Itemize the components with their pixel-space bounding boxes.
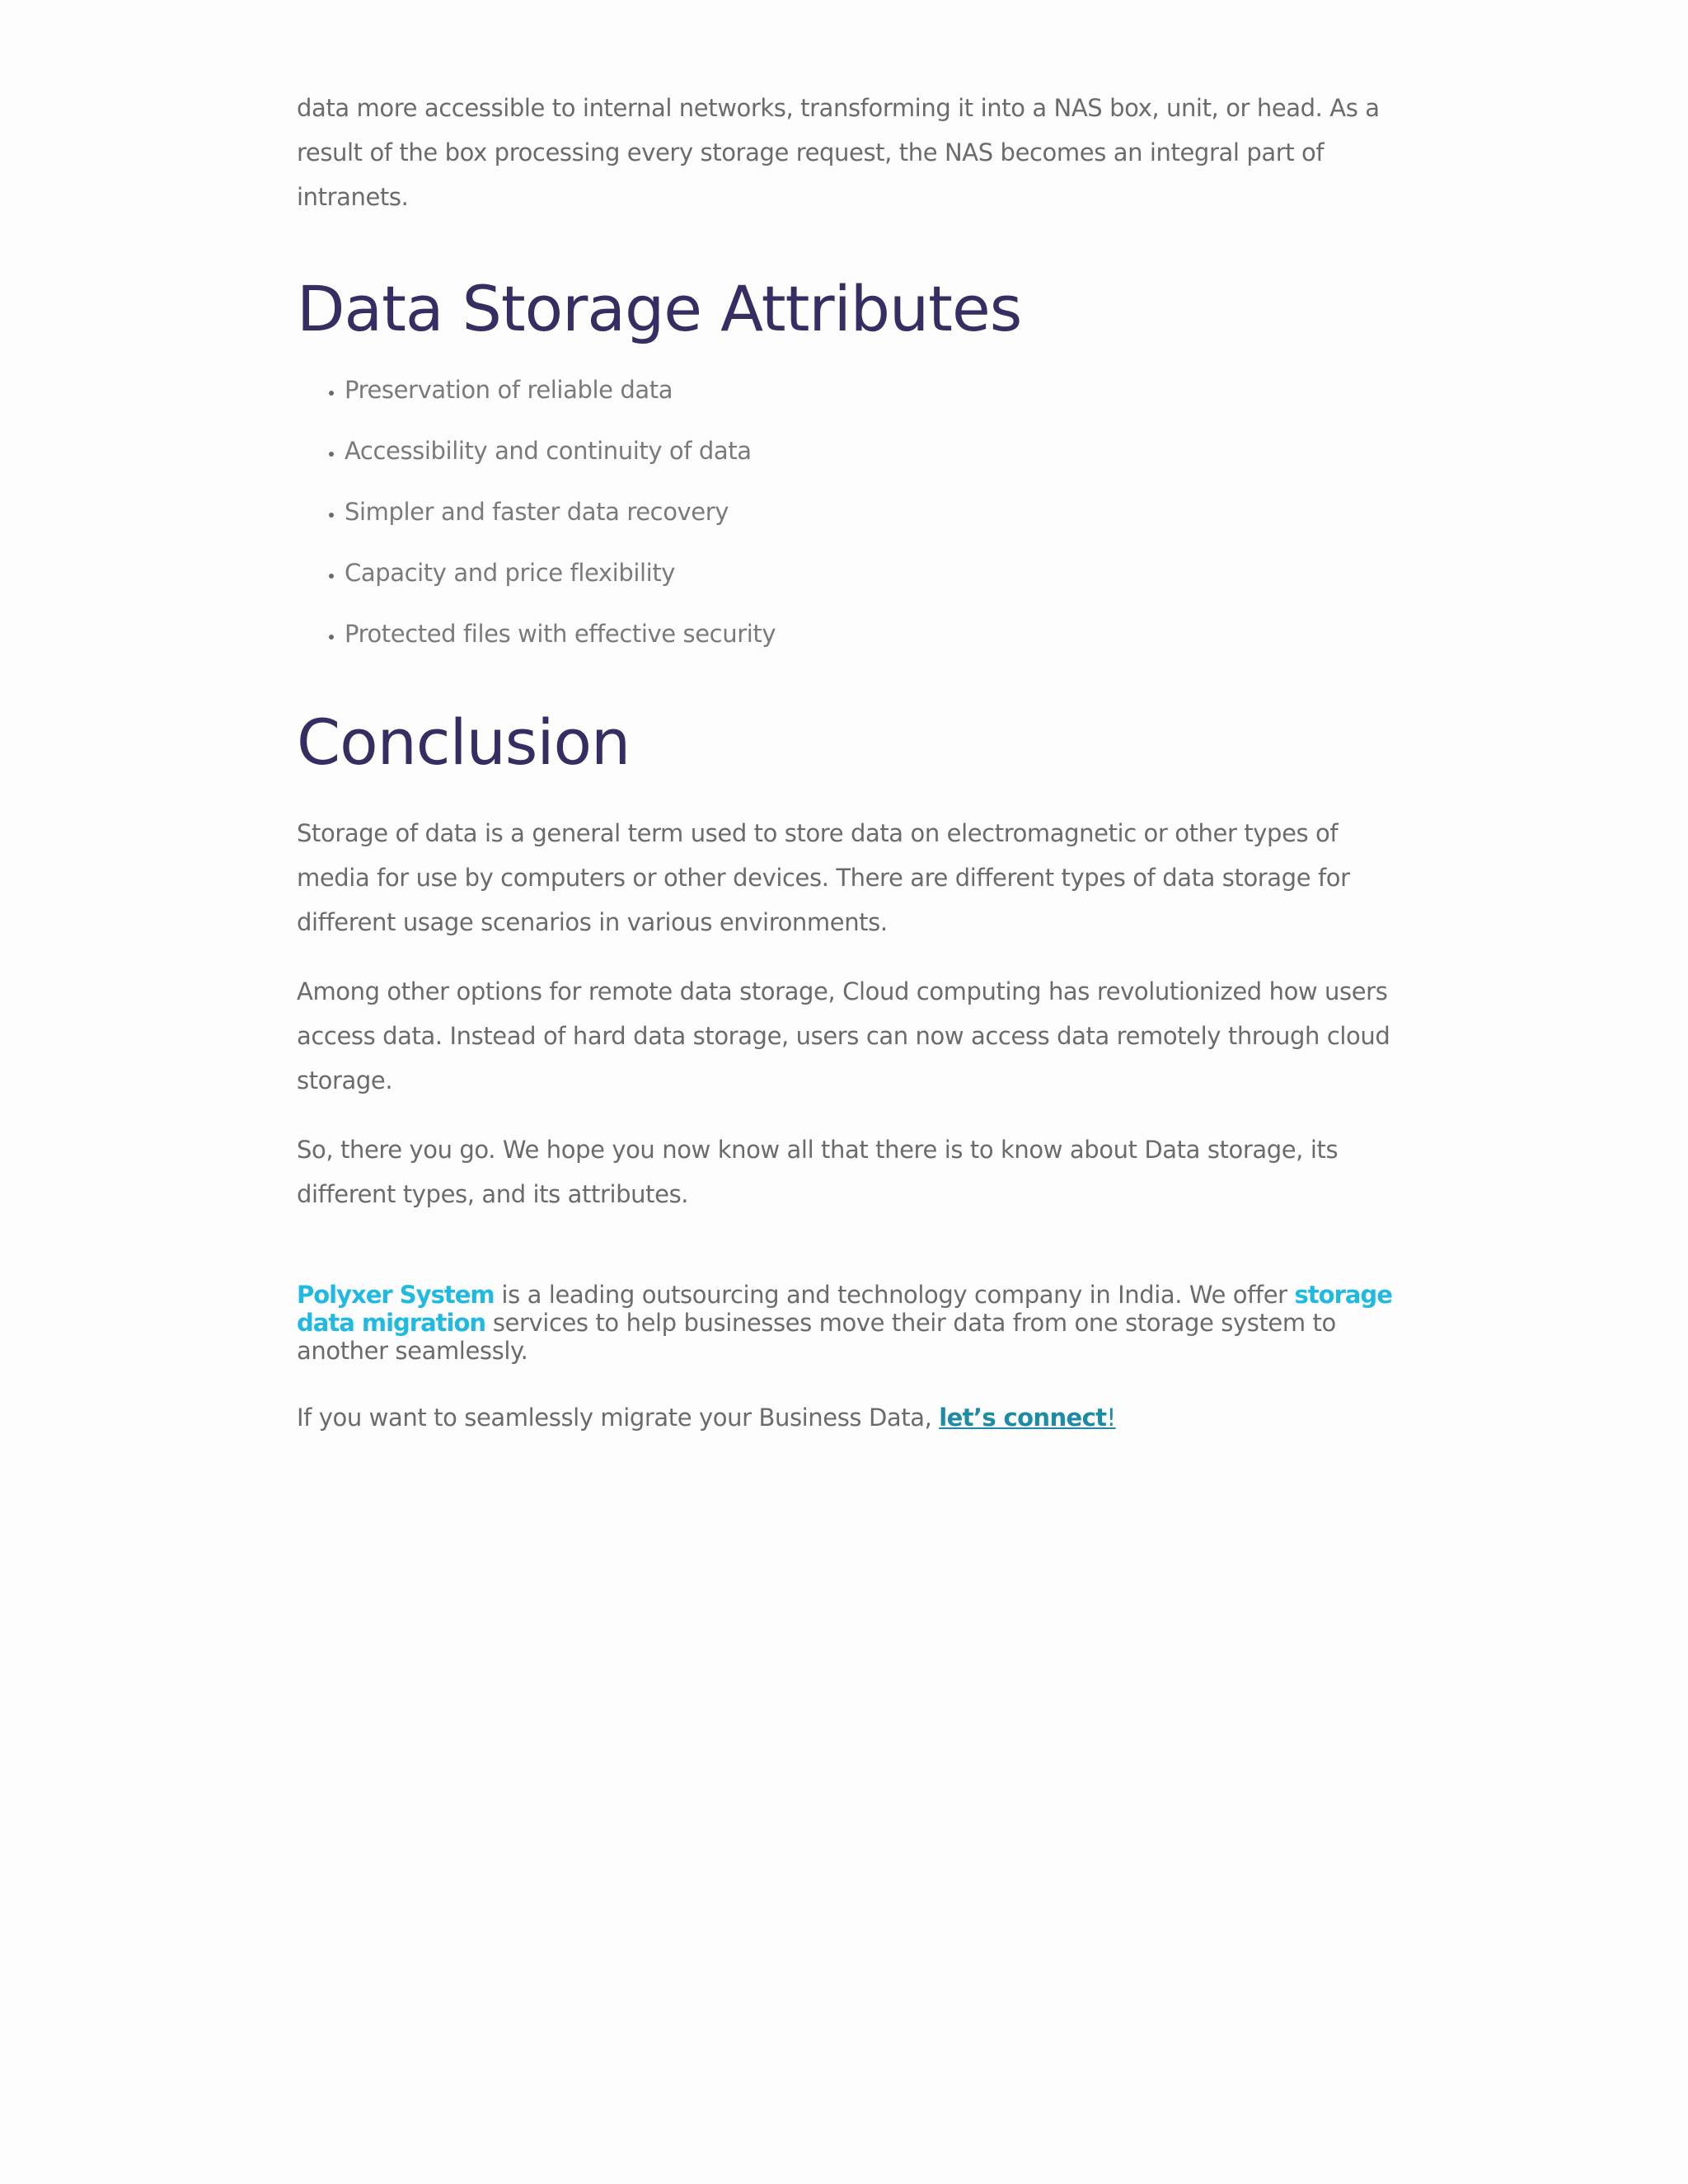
about-paragraph (297, 1281, 1393, 1365)
conclusion-paragraph: Storage of data is a general term used to store data on electromagnetic or other types of media for use by computers or other devices. There are different types of data storage for different usage scenarios in various environments. (297, 819, 1350, 936)
about-text-1: is a leading outsourcing and technology company in India. We offer (494, 1281, 1295, 1309)
list-item: • Preservation of reliable data (345, 368, 1393, 412)
conclusion-heading: Conclusion (297, 705, 631, 779)
list-item: • Protected files with effective security (345, 612, 1393, 656)
list-item: • Capacity and price flexibility (345, 551, 1393, 595)
storage-migration-link[interactable]: storage data migration (297, 1281, 1392, 1337)
lets-connect-link[interactable]: let’s connect (939, 1404, 1107, 1432)
attributes-list (297, 368, 1393, 656)
conclusion-paragraph: So, there you go. We hope you now know all that there is to know about Data storage, its different types, and its attributes. (297, 1136, 1339, 1208)
intro-paragraph: data more accessible to internal networks, transforming it into a NAS box, unit, or head. As a result of the box processing every storage request, the NAS becomes an integral part of intranets. (297, 94, 1380, 211)
article-body (297, 86, 1393, 1458)
list-item: • Accessibility and continuity of data (345, 429, 1393, 473)
company-link[interactable]: Polyxer System (297, 1281, 495, 1309)
cta-text: If you want to seamlessly migrate your Business Data, (297, 1404, 940, 1432)
cta-suffix: ! (1106, 1404, 1116, 1432)
attributes-heading: Data Storage Attributes (297, 272, 1022, 345)
cta-paragraph (297, 1401, 1393, 1434)
conclusion-paragraph: Among other options for remote data storage, Cloud computing has revolutionized how users access data. Instead of hard data storage, users can now access data remotely through cloud storage. (297, 977, 1390, 1094)
list-item: • Simpler and faster data recovery (345, 490, 1393, 534)
about-text-2: services to help businesses move their data from one storage system to another seamlessly. (297, 1309, 1336, 1365)
